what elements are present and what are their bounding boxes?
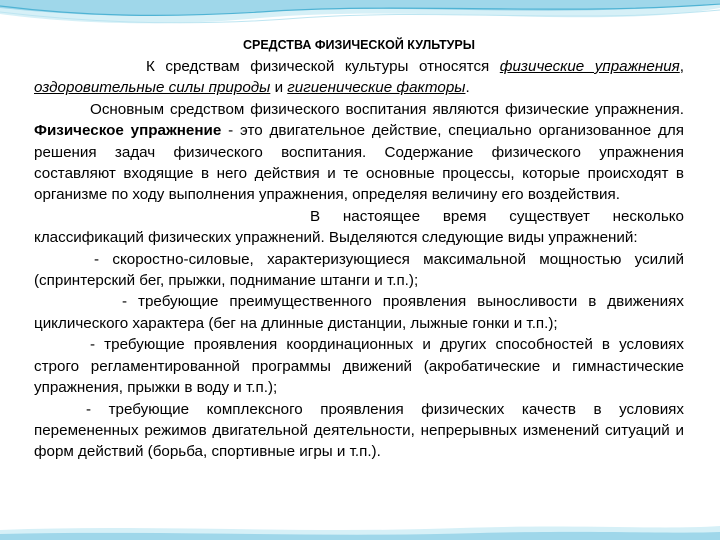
link-natural-forces[interactable]: оздоровительные силы природы: [34, 79, 271, 97]
definition-paragraph: [34, 99, 684, 206]
classification-paragraph: В настоящее время существует несколько классификаций физических упражнений. Выделяются следующие виды упражнений:: [34, 207, 684, 247]
slide-content: [34, 38, 684, 463]
definition-part-2: - это двигательное действие, специально организованное для решения задач физического воспитания. Содержание физического упражнения составляют входящие в него действия и те основные процессы, которые происходят в организме по ходу выполнения упражнения, определяя величину его воздействия.: [34, 122, 685, 204]
intro-separator-1: ,: [679, 58, 684, 75]
list-item: - скоростно-силовые, характеризующиеся максимальной мощностью усилий (спринтерский бег, прыжки, поднимание штанги и т.п.);: [34, 250, 684, 290]
slide-title: СРЕДСТВА ФИЗИЧЕСКОЙ КУЛЬТУРЫ: [242, 38, 475, 52]
intro-suffix: .: [465, 79, 470, 97]
list-item: - требующие комплексного проявления физических качеств в условиях перемененных режимов двигательной деятельности, непрерывных изменений ситуаций и форм действий (борьба, спортивные игры и т.п.).: [34, 400, 684, 461]
intro-prefix: К средствам физической культуры относятся: [146, 58, 500, 75]
intro-separator-2: и: [270, 79, 288, 97]
list-item: - требующие преимущественного проявления выносливости в движениях циклического характера (бег на длинные дистанции, лыжные гонки и т.п.);: [34, 293, 684, 332]
bottom-wave-decoration: [0, 500, 720, 540]
link-hygienic-factors[interactable]: гигиенические факторы: [287, 79, 466, 97]
definition-term: Физическое упражнение: [34, 122, 222, 140]
link-physical-exercises[interactable]: физические упражнения: [499, 58, 680, 75]
list-item: - требующие проявления координационных и других способностей в условиях строго регламентированной программы движений (акробатические и гимнастические упражнения, прыжки в воду и т.п.);: [34, 336, 684, 397]
intro-paragraph: [34, 56, 684, 99]
definition-part-1: Основным средством физического воспитания являются физические упражнения.: [90, 100, 684, 118]
